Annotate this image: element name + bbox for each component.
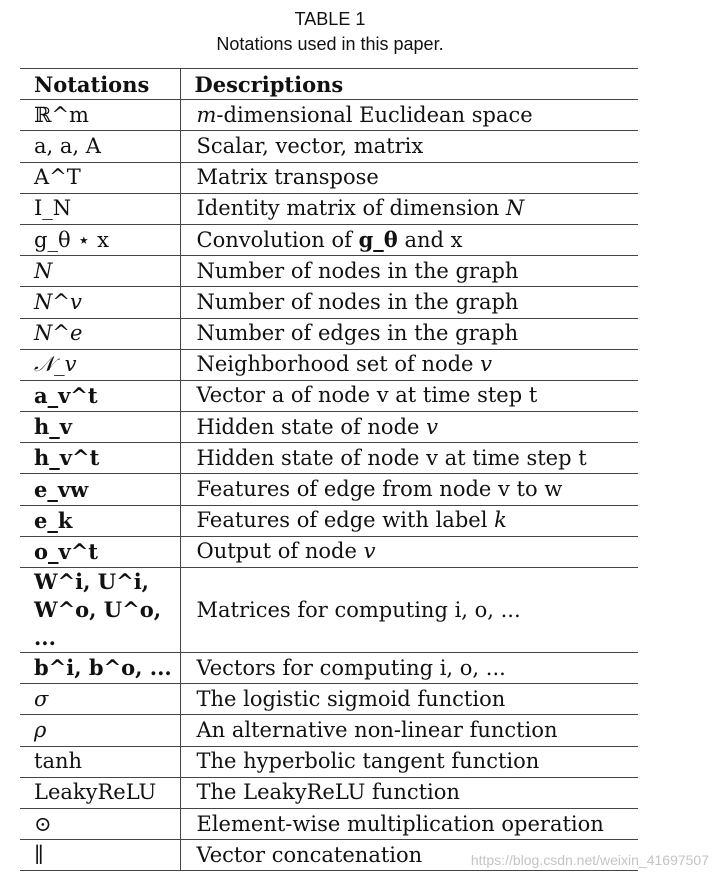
description-cell: Vector a of node v at time step t — [180, 380, 638, 411]
notation-cell — [20, 536, 180, 567]
notation-symbol: LeakyReLU — [34, 780, 157, 805]
description-text: Neighborhood set of node — [196, 352, 481, 377]
description-text: Convolution of — [196, 228, 359, 253]
description-text: Identity matrix of dimension — [196, 196, 506, 221]
description-text: -dimensional Euclidean space — [216, 102, 533, 127]
notation-symbol: b^i, b^o, ... — [34, 655, 172, 681]
description-cell: Features of edge from node v to w — [180, 474, 638, 505]
description-cell — [180, 349, 638, 380]
notation-cell — [20, 412, 180, 443]
notation-symbol: N — [34, 258, 53, 283]
table-row — [20, 349, 638, 380]
notation-cell — [20, 684, 180, 715]
table-row — [20, 318, 638, 349]
description-cell: Element-wise multiplication operation — [180, 808, 638, 839]
table-row — [20, 536, 638, 567]
description-text: Output of node — [196, 539, 364, 564]
description-text: Hidden state of node — [196, 414, 427, 439]
notation-cell — [20, 777, 180, 808]
table-row — [20, 131, 638, 162]
notation-cell — [20, 100, 180, 131]
notation-symbol: N^v — [34, 289, 82, 314]
notation-symbol: W^i, U^i, W^o, U^o, ... — [34, 569, 162, 650]
description-cell: Hidden state of node v at time step t — [180, 443, 638, 474]
notation-cell — [20, 443, 180, 474]
notation-cell — [20, 808, 180, 839]
description-cell — [180, 536, 638, 567]
description-text: Features of edge with label — [196, 508, 495, 533]
notation-symbol: h_v^t — [34, 445, 100, 471]
description-var: v — [480, 352, 493, 377]
table-row — [20, 256, 638, 287]
notation-cell — [20, 256, 180, 287]
description-var: g_θ — [358, 227, 398, 253]
notation-symbol: a_v^t — [34, 382, 98, 408]
description-var: m — [196, 102, 217, 127]
table-row — [20, 777, 638, 808]
notation-symbol: ⊙ — [34, 811, 52, 836]
description-var: v — [363, 539, 376, 564]
notation-symbol: tanh — [34, 749, 83, 774]
notation-symbol: A^T — [34, 165, 81, 190]
notation-symbol: N^e — [34, 321, 83, 346]
notation-cell — [20, 162, 180, 193]
description-cell: The LeakyReLU function — [180, 777, 638, 808]
table-row — [20, 474, 638, 505]
description-cell — [180, 412, 638, 443]
notation-cell — [20, 653, 180, 684]
description-cell — [180, 193, 638, 224]
notations-table — [20, 68, 638, 871]
notation-cell — [20, 380, 180, 411]
notation-cell — [20, 474, 180, 505]
notation-symbol: σ — [34, 686, 49, 711]
table-row — [20, 715, 638, 746]
notation-symbol: e_k — [34, 507, 73, 533]
table-row — [20, 443, 638, 474]
table-row — [20, 412, 638, 443]
table-row — [20, 287, 638, 318]
table-row — [20, 193, 638, 224]
description-cell: Number of edges in the graph — [180, 318, 638, 349]
description-cell: The logistic sigmoid function — [180, 684, 638, 715]
description-cell: An alternative non-linear function — [180, 715, 638, 746]
notation-symbol: e_vw — [34, 476, 89, 502]
notation-cell — [20, 840, 180, 871]
notation-symbol: g_θ ⋆ x — [34, 227, 109, 252]
table-row — [20, 162, 638, 193]
table-header-row — [20, 69, 638, 100]
notation-symbol: ρ — [34, 717, 47, 742]
notation-symbol: I_N — [34, 196, 72, 221]
description-cell — [180, 224, 638, 255]
table-row — [20, 505, 638, 536]
notation-cell — [20, 568, 180, 653]
notation-symbol: o_v^t — [34, 538, 99, 564]
table-row — [20, 224, 638, 255]
table-row — [20, 100, 638, 131]
table-row — [20, 808, 638, 839]
notation-symbol: h_v — [34, 414, 72, 440]
description-cell: The hyperbolic tangent function — [180, 746, 638, 777]
header-descriptions: Descriptions — [180, 69, 638, 100]
notation-cell — [20, 224, 180, 255]
notation-symbol: ℝ^m — [34, 102, 89, 127]
description-cell: Matrices for computing i, o, ... — [180, 568, 638, 653]
watermark: https://blog.csdn.net/weixin_41697507 — [470, 852, 709, 868]
description-text: and x — [397, 228, 463, 253]
notation-cell — [20, 746, 180, 777]
notation-cell — [20, 349, 180, 380]
notation-cell — [20, 318, 180, 349]
notation-cell — [20, 287, 180, 318]
description-cell: Vectors for computing i, o, ... — [180, 653, 638, 684]
table-row — [20, 684, 638, 715]
notation-symbol: a, a, A — [34, 133, 101, 158]
description-cell — [180, 505, 638, 536]
notation-cell — [20, 715, 180, 746]
description-var: N — [505, 196, 525, 221]
notation-cell — [20, 131, 180, 162]
table-row — [20, 380, 638, 411]
description-cell: Scalar, vector, matrix — [180, 131, 638, 162]
notation-symbol: 𝒩_v — [34, 352, 77, 377]
description-cell: Matrix transpose — [180, 162, 638, 193]
description-var: k — [494, 508, 507, 533]
table-caption: Notations used in this paper. — [216, 34, 444, 54]
table-row — [20, 653, 638, 684]
header-notations: Notations — [20, 69, 180, 100]
description-cell: Vector concatenation — [180, 840, 638, 871]
description-cell — [180, 100, 638, 131]
description-cell: Number of nodes in the graph — [180, 287, 638, 318]
table-row — [20, 746, 638, 777]
notation-cell — [20, 505, 180, 536]
notation-cell — [20, 193, 180, 224]
description-cell: Number of nodes in the graph — [180, 256, 638, 287]
table-title: TABLE 1 — [294, 9, 366, 29]
notation-symbol: ∥ — [34, 842, 44, 867]
description-var: v — [426, 414, 439, 439]
table-row — [20, 568, 638, 653]
